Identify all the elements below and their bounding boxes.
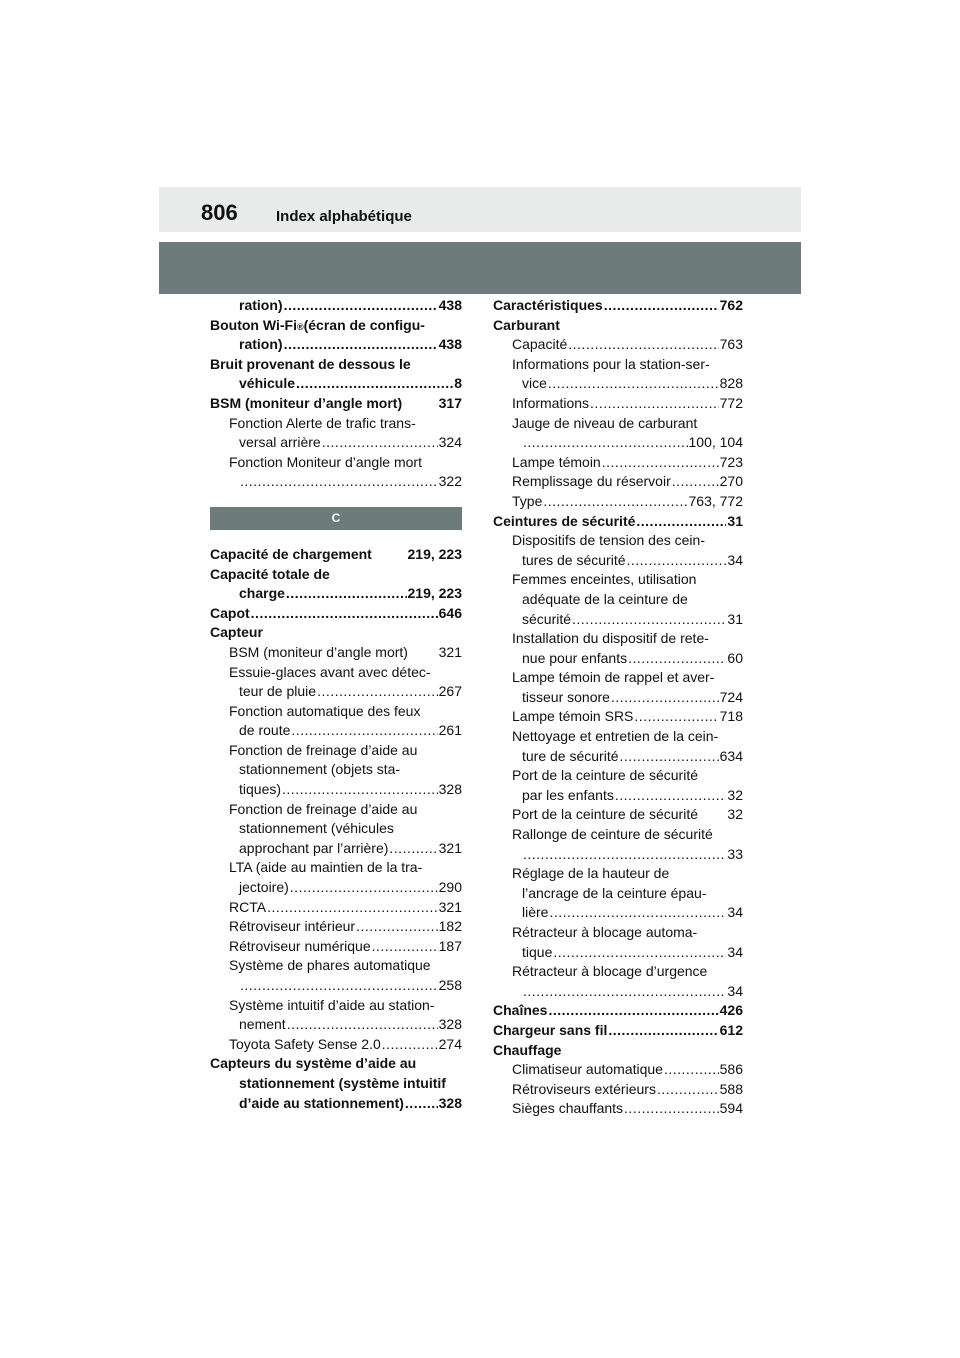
page-reference: 100, 104 xyxy=(688,434,743,451)
index-entry xyxy=(493,747,743,767)
entry-text-continued: (écran de configu- xyxy=(303,316,425,333)
index-entry xyxy=(493,982,743,1002)
dot-leader xyxy=(620,747,719,767)
entry-text: Rétroviseurs extérieurs xyxy=(512,1080,656,1097)
index-entry xyxy=(493,805,743,825)
index-entry-line xyxy=(493,355,743,375)
page-reference: 261 xyxy=(438,722,462,739)
page-reference: 594 xyxy=(719,1100,743,1117)
entry-text: l’ancrage de la ceinture épau- xyxy=(522,884,707,901)
dot-leader xyxy=(317,682,438,702)
index-entry xyxy=(210,780,462,800)
dot-leader xyxy=(608,1021,718,1041)
dot-leader xyxy=(568,335,718,355)
index-entry xyxy=(210,433,462,453)
index-entry xyxy=(493,1021,743,1041)
page-reference: 34 xyxy=(727,551,743,568)
dot-leader xyxy=(284,335,438,355)
index-entry xyxy=(210,1015,462,1035)
index-entry-line xyxy=(210,355,462,375)
page-reference: 317 xyxy=(438,394,462,411)
page-reference: 32 xyxy=(727,806,743,823)
dot-leader xyxy=(549,903,726,923)
page-reference: 34 xyxy=(727,904,743,921)
dot-leader xyxy=(287,1015,438,1035)
index-entry xyxy=(493,707,743,727)
page-reference: 219, 223 xyxy=(407,545,462,562)
header-band xyxy=(159,242,801,294)
index-entry-line xyxy=(210,800,462,820)
entry-text: ration) xyxy=(239,336,283,353)
page-reference: 724 xyxy=(719,688,743,705)
entry-text: ture de sécurité xyxy=(522,747,619,764)
page-reference: 328 xyxy=(438,1016,462,1033)
entry-text: Fonction de freinage d’aide au xyxy=(229,741,418,758)
entry-text: Remplissage du réservoir xyxy=(512,473,671,490)
page-reference: 258 xyxy=(438,977,462,993)
page-reference: 612 xyxy=(719,1021,743,1038)
page-reference: 324 xyxy=(438,434,462,451)
index-entry xyxy=(493,610,743,630)
index-entry-line xyxy=(493,570,743,590)
entry-text: tures de sécurité xyxy=(522,551,626,568)
dot-leader xyxy=(636,512,726,532)
entry-text: BSM (moniteur d’angle mort) xyxy=(229,643,408,660)
entry-text: Capteurs du système d’aide au xyxy=(210,1055,417,1072)
index-entry-line xyxy=(493,316,743,336)
index-entry-line xyxy=(210,663,462,683)
entry-text: Installation du dispositif de rete- xyxy=(512,630,709,647)
entry-text: Type xyxy=(512,492,543,509)
dot-leader xyxy=(356,917,438,937)
index-entry xyxy=(493,433,743,453)
page-reference: 772 xyxy=(719,394,743,411)
entry-text: Carburant xyxy=(493,316,560,333)
index-entry xyxy=(210,898,462,918)
entry-text: Rétracteur à blocage automa- xyxy=(512,924,698,940)
index-entry xyxy=(210,545,462,565)
page-reference: 31 xyxy=(727,610,743,627)
page-reference: 322 xyxy=(438,473,462,490)
entry-text: nue pour enfants xyxy=(522,649,628,666)
entry-text: Rétroviseur numérique xyxy=(229,937,371,954)
index-entry xyxy=(210,472,462,492)
entry-text: tique xyxy=(522,943,553,960)
entry-text: Chauffage xyxy=(493,1041,562,1058)
index-entry-line xyxy=(210,741,462,761)
index-entry-line xyxy=(210,565,462,585)
index-entry xyxy=(210,335,462,355)
index-entry xyxy=(210,721,462,741)
index-entry-line xyxy=(210,414,462,434)
index-entry-line xyxy=(210,1054,462,1074)
page-reference: 426 xyxy=(719,1002,743,1019)
index-entry xyxy=(493,688,743,708)
entry-text: sécurité xyxy=(522,610,572,627)
page-reference: 274 xyxy=(438,1035,462,1052)
index-entry xyxy=(493,453,743,473)
entry-text: Réglage de la hauteur de xyxy=(512,865,670,882)
index-entry xyxy=(493,492,743,512)
index-entry xyxy=(493,1080,743,1100)
dot-leader xyxy=(282,780,438,800)
index-entry-line xyxy=(210,760,462,780)
page-reference: 267 xyxy=(438,683,462,700)
page-reference: 586 xyxy=(719,1061,743,1078)
dot-leader xyxy=(296,374,453,394)
dot-leader xyxy=(624,1099,719,1119)
index-entry-line xyxy=(493,727,743,747)
entry-text: Informations pour la station-ser- xyxy=(512,355,710,372)
page-reference: 763, 772 xyxy=(688,492,743,509)
page-reference: 718 xyxy=(719,708,743,725)
dot-leader xyxy=(523,845,726,865)
entry-text: jectoire) xyxy=(239,879,289,896)
index-entry xyxy=(493,512,743,532)
entry-text: Caractéristiques xyxy=(493,297,603,313)
entry-text: RCTA xyxy=(229,898,267,915)
index-entry-line xyxy=(493,825,743,845)
index-entry-line xyxy=(210,702,462,722)
index-entry xyxy=(210,584,462,604)
dot-leader xyxy=(322,433,438,453)
index-entry xyxy=(493,1060,743,1080)
index-entry xyxy=(210,604,462,624)
dot-leader xyxy=(628,649,726,669)
dot-leader xyxy=(657,1080,719,1100)
page-reference: 60 xyxy=(727,649,743,666)
dot-leader xyxy=(286,584,407,604)
dot-leader xyxy=(634,707,718,727)
dot-leader xyxy=(405,1094,438,1114)
entry-text: Informations xyxy=(512,394,590,411)
index-entry xyxy=(210,937,462,957)
section-header: C xyxy=(210,507,462,530)
entry-text: Lampe témoin de rappel et aver- xyxy=(512,669,715,686)
entry-text: Fonction Moniteur d’angle mort xyxy=(229,453,422,470)
index-entry-line xyxy=(493,531,743,551)
index-entry-line xyxy=(493,1041,743,1061)
index-entry xyxy=(210,917,462,937)
index-entry xyxy=(493,903,743,923)
index-entry-line xyxy=(210,453,462,473)
dot-leader xyxy=(382,1035,438,1055)
index-entry xyxy=(493,649,743,669)
dot-leader xyxy=(543,492,687,512)
entry-text: tiques) xyxy=(239,781,282,798)
page-reference: 438 xyxy=(438,336,462,353)
page-reference: 588 xyxy=(719,1080,743,1097)
page-reference: 31 xyxy=(727,512,743,529)
entry-text: stationnement (objets sta- xyxy=(239,761,401,778)
index-entry xyxy=(493,374,743,394)
index-entry-line xyxy=(493,414,743,434)
index-entry-line: Bouton Wi-Fi ® (écran de configu- xyxy=(210,316,462,336)
entry-text: d’aide au stationnement) xyxy=(239,1094,404,1111)
entry-text: Lampe témoin SRS xyxy=(512,708,634,725)
page-reference: 290 xyxy=(438,879,462,896)
entry-text: versal arrière xyxy=(239,434,321,451)
entry-text: par les enfants xyxy=(522,786,614,803)
dot-leader xyxy=(240,976,438,996)
entry-text: Port de la ceinture de sécurité xyxy=(512,767,698,784)
entry-text: Fonction automatique des feux xyxy=(229,702,421,719)
index-entry-line xyxy=(493,962,743,982)
entry-text: Jauge de niveau de carburant xyxy=(512,414,698,431)
page-reference: 438 xyxy=(438,297,462,313)
page-reference: 328 xyxy=(438,1094,462,1111)
page-reference: 328 xyxy=(438,781,462,798)
dot-leader xyxy=(553,943,726,963)
index-entry xyxy=(210,643,462,663)
index-entry-line xyxy=(493,864,743,884)
page-reference: 723 xyxy=(719,453,743,470)
entry-text: Femmes enceintes, utilisation xyxy=(512,571,697,588)
index-entry xyxy=(210,839,462,859)
index-entry-line xyxy=(493,766,743,786)
index-entry-line xyxy=(493,923,743,943)
index-entry xyxy=(210,394,462,414)
index-entry-line xyxy=(210,956,462,976)
entry-text: véhicule xyxy=(239,375,296,392)
index-entry xyxy=(493,1001,743,1021)
index-entry-line xyxy=(210,623,462,643)
index-entry xyxy=(210,878,462,898)
index-entry xyxy=(210,296,462,316)
entry-text: Capacité xyxy=(512,336,568,353)
index-entry xyxy=(493,296,743,316)
entry-text: Lampe témoin xyxy=(512,453,601,470)
entry-text: adéquate de la ceinture de xyxy=(522,590,688,607)
dot-leader xyxy=(389,839,437,859)
page-reference: 321 xyxy=(438,839,462,856)
page-reference: 634 xyxy=(719,747,743,764)
index-entry xyxy=(493,394,743,414)
index-entry-line xyxy=(210,996,462,1016)
entry-text: Fonction de freinage d’aide au xyxy=(229,800,418,817)
page-reference: 270 xyxy=(719,473,743,490)
index-entry-line xyxy=(493,884,743,904)
index-entry xyxy=(493,335,743,355)
page-reference: 646 xyxy=(438,604,462,621)
entry-text: Fonction Alerte de trafic trans- xyxy=(229,414,416,431)
index-entry xyxy=(210,976,462,996)
page-reference: 762 xyxy=(719,297,743,313)
index-entry-line xyxy=(493,629,743,649)
page-title: Index alphabétique xyxy=(276,208,412,225)
entry-text: Capacité de chargement xyxy=(210,545,372,562)
entry-text: Chargeur sans fil xyxy=(493,1021,608,1038)
entry-text: tisseur sonore xyxy=(522,688,610,705)
page-reference: 32 xyxy=(727,786,743,803)
entry-text: Capacité totale de xyxy=(210,565,330,582)
page-reference: 187 xyxy=(438,937,462,954)
index-entry xyxy=(493,943,743,963)
entry-text: Toyota Safety Sense 2.0 xyxy=(229,1035,381,1052)
entry-text: Bruit provenant de dessous le xyxy=(210,355,411,372)
entry-text: Sièges chauffants xyxy=(512,1100,624,1117)
entry-text: Système de phares automatique xyxy=(229,957,431,974)
dot-leader xyxy=(615,786,727,806)
index-entry xyxy=(493,472,743,492)
entry-text: teur de pluie xyxy=(239,683,317,700)
index-entry-line xyxy=(210,858,462,878)
dot-leader xyxy=(572,610,726,630)
dot-leader xyxy=(672,472,719,492)
dot-leader xyxy=(627,551,727,571)
entry-text: stationnement (système intuitif xyxy=(239,1074,446,1091)
entry-text: Ceintures de sécurité xyxy=(493,512,636,529)
index-entry xyxy=(210,374,462,394)
entry-text: de route xyxy=(239,722,291,739)
dot-leader xyxy=(590,394,719,414)
entry-text: vice xyxy=(522,375,547,392)
entry-text: approchant par l’arrière) xyxy=(239,839,389,856)
entry-text: Essuie-glaces avant avec détec- xyxy=(229,663,431,680)
index-entry-line xyxy=(493,590,743,610)
dot-leader xyxy=(284,296,438,316)
dot-leader xyxy=(602,453,719,473)
index-entry xyxy=(493,786,743,806)
dot-leader xyxy=(267,898,438,918)
dot-leader xyxy=(664,1060,719,1080)
page-reference: 33 xyxy=(727,845,743,862)
entry-text: BSM (moniteur d’angle mort) xyxy=(210,394,403,411)
index-entry-line xyxy=(210,1074,462,1094)
entry-text: LTA (aide au maintien de la tra- xyxy=(229,859,423,876)
dot-leader xyxy=(548,1001,718,1021)
entry-text: Capteur xyxy=(210,624,263,641)
page-reference: 763 xyxy=(719,336,743,353)
page-reference: 321 xyxy=(438,643,462,660)
index-entry xyxy=(210,1094,462,1114)
page-reference: 219, 223 xyxy=(407,585,462,602)
page-reference: 182 xyxy=(438,918,462,935)
dot-leader xyxy=(611,688,719,708)
page-number: 806 xyxy=(201,200,238,225)
index-entry xyxy=(493,1099,743,1119)
entry-text: Rétracteur à blocage d’urgence xyxy=(512,963,708,980)
dot-leader xyxy=(251,604,438,624)
dot-leader xyxy=(523,433,688,453)
entry-text: Port de la ceinture de sécurité xyxy=(512,806,698,823)
dot-leader xyxy=(548,374,719,394)
page-reference: 34 xyxy=(727,982,743,999)
entry-text: nement xyxy=(239,1016,286,1033)
entry-text: Rétroviseur intérieur xyxy=(229,918,356,935)
index-entry-line xyxy=(493,668,743,688)
header-top-band xyxy=(159,187,801,232)
page-reference: 828 xyxy=(719,375,743,392)
page-reference: 8 xyxy=(454,375,462,392)
dot-leader xyxy=(604,296,719,316)
index-column-right xyxy=(493,296,743,1119)
entry-text: Rallonge de ceinture de sécurité xyxy=(512,826,713,843)
index-entry xyxy=(210,682,462,702)
entry-text: Chaînes xyxy=(493,1002,548,1019)
index-entry xyxy=(493,551,743,571)
entry-text: Bouton Wi-Fi xyxy=(210,316,297,333)
entry-text: Système intuitif d’aide au station- xyxy=(229,996,435,1013)
dot-leader xyxy=(290,878,438,898)
index-entry xyxy=(493,845,743,865)
index-entry xyxy=(210,1035,462,1055)
dot-leader xyxy=(372,937,438,957)
entry-text: lière xyxy=(522,904,549,921)
entry-text: charge xyxy=(239,585,285,602)
entry-text: Dispositifs de tension des cein- xyxy=(512,532,705,549)
entry-text: Climatiseur automatique xyxy=(512,1061,663,1078)
page-reference: 34 xyxy=(727,943,743,960)
index-column-left xyxy=(210,296,462,1113)
dot-leader xyxy=(523,982,726,1002)
index-entry-line xyxy=(210,819,462,839)
page-reference: 321 xyxy=(438,898,462,915)
entry-text: ration) xyxy=(239,297,283,313)
entry-text: Nettoyage et entretien de la cein- xyxy=(512,728,719,745)
dot-leader xyxy=(291,721,437,741)
entry-text: stationnement (véhicules xyxy=(239,820,394,837)
dot-leader xyxy=(240,472,438,492)
entry-text: Capot xyxy=(210,604,250,621)
